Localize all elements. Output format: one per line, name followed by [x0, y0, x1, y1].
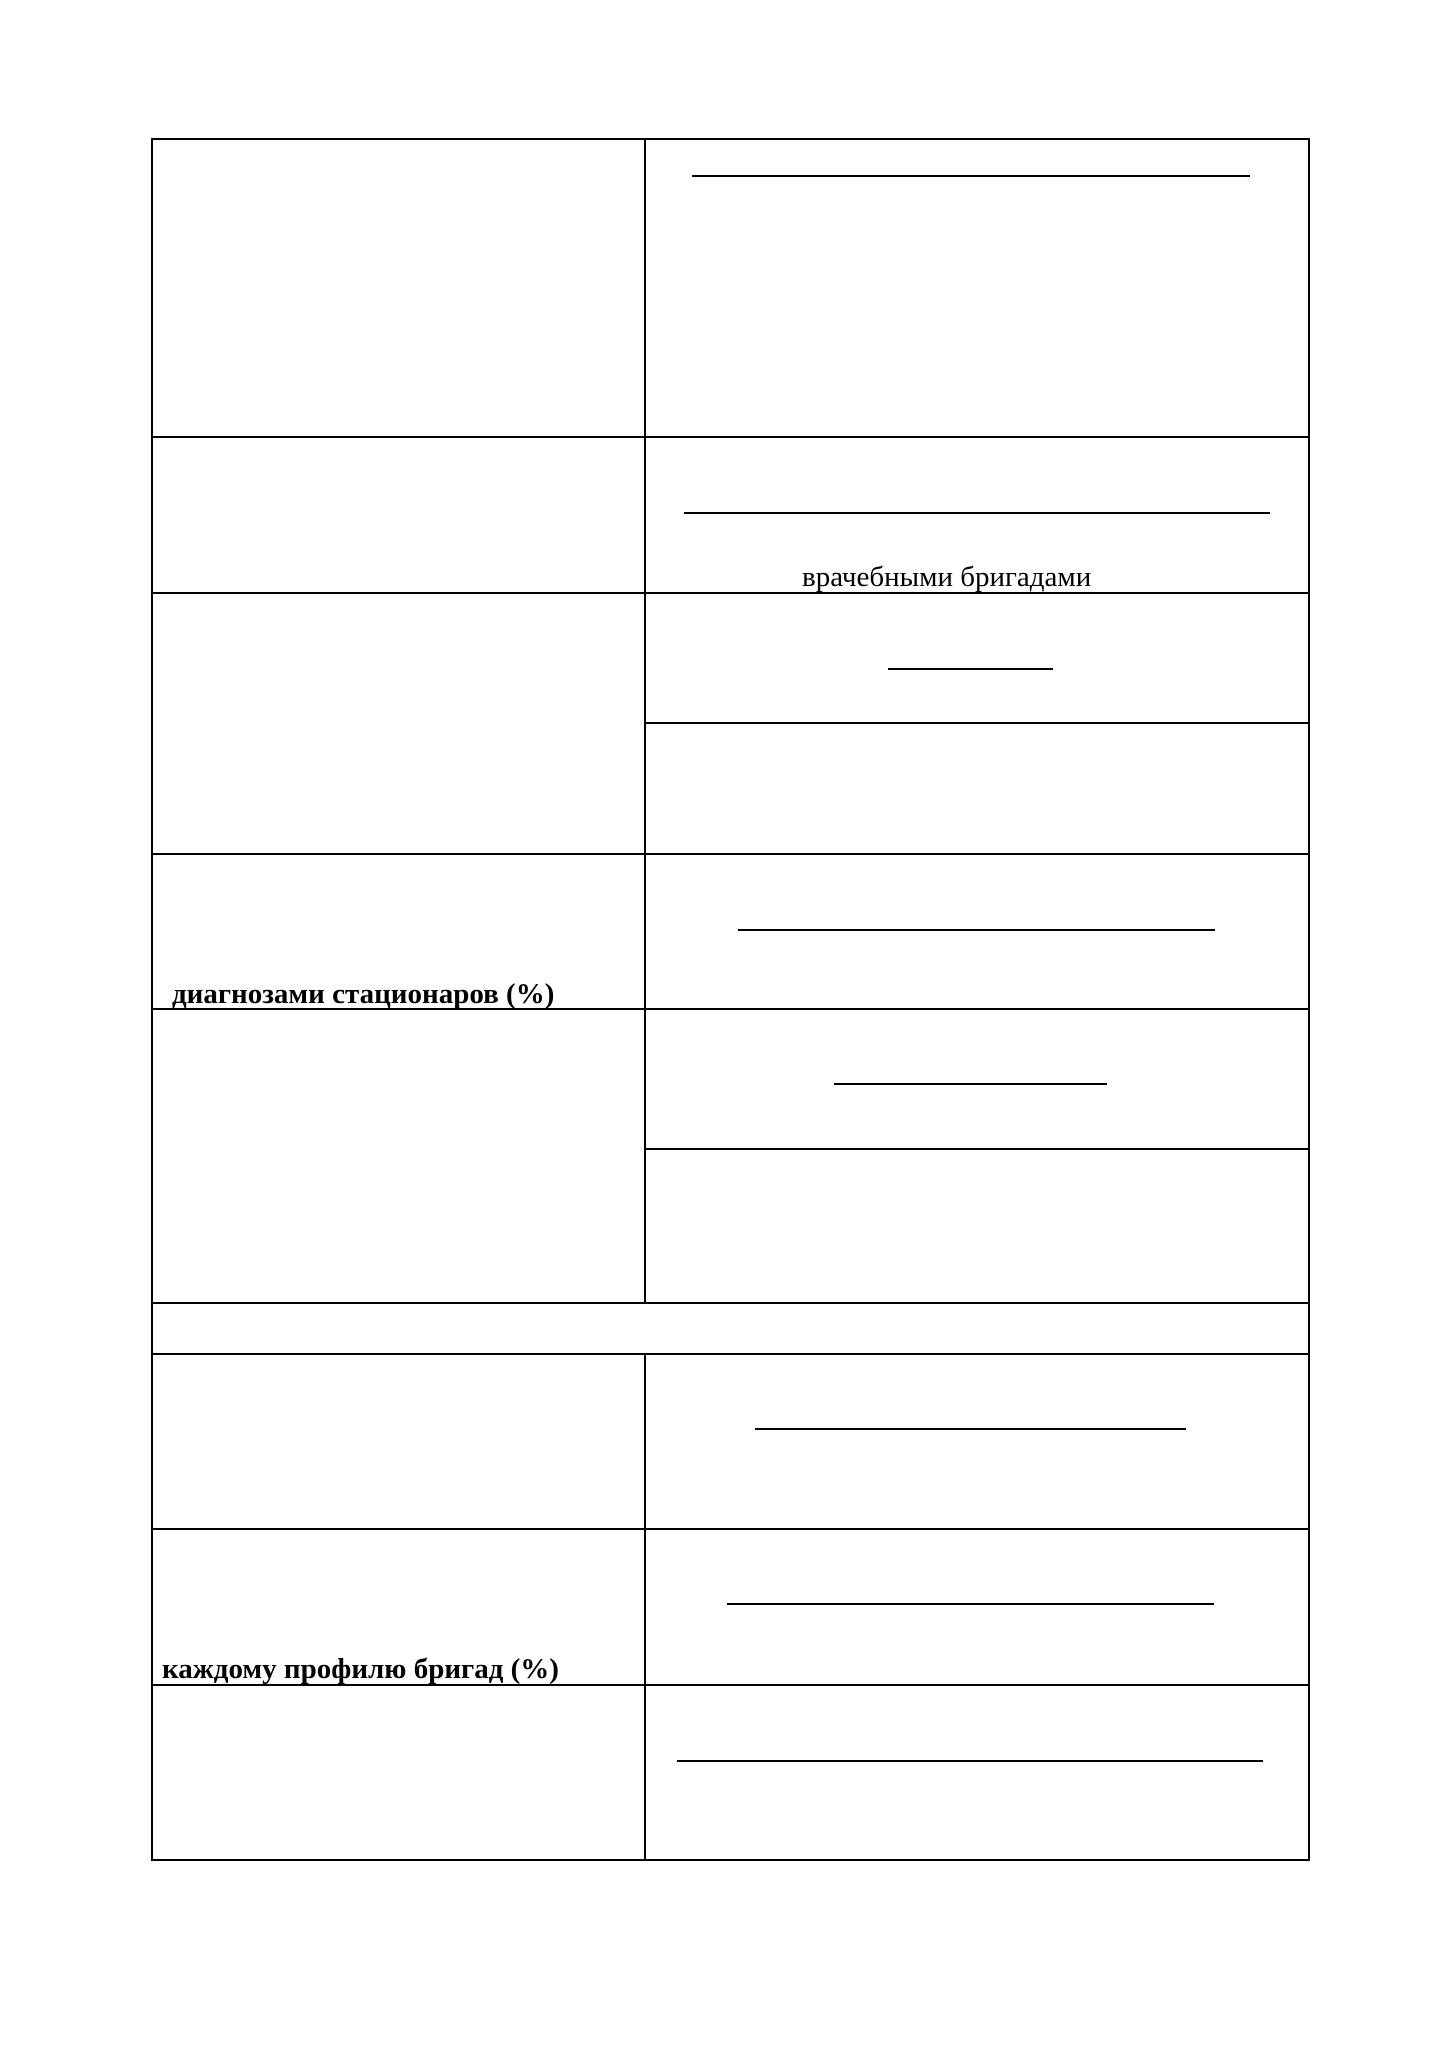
- row-separator: [151, 853, 1309, 855]
- row-2-right-text: врачебными бригадами: [802, 561, 1092, 593]
- row-separator: [151, 1528, 1309, 1530]
- fill-in-blank-line[interactable]: [677, 1760, 1263, 1762]
- table-border-right: [1308, 138, 1310, 1861]
- row-separator: [151, 592, 1309, 594]
- row-4-left-text: диагнозами стационаров (%): [172, 978, 555, 1010]
- row-separator: [151, 1353, 1309, 1355]
- fill-in-blank-line[interactable]: [888, 668, 1053, 670]
- subrow-separator: [645, 1148, 1309, 1150]
- fill-in-blank-line[interactable]: [684, 512, 1270, 514]
- row-separator: [151, 1302, 1309, 1304]
- fill-in-blank-line[interactable]: [738, 929, 1215, 931]
- table-border-top: [151, 138, 1309, 140]
- fill-in-blank-line[interactable]: [755, 1428, 1186, 1430]
- table-column-divider: [644, 1354, 646, 1861]
- fill-in-blank-line[interactable]: [834, 1083, 1107, 1085]
- row-7-left-text: каждому профилю бригад (%): [162, 1653, 559, 1685]
- table-border-left: [151, 138, 153, 1861]
- row-separator: [151, 436, 1309, 438]
- table-column-divider: [644, 138, 646, 1303]
- fill-in-blank-line[interactable]: [692, 175, 1250, 177]
- fill-in-blank-line[interactable]: [727, 1603, 1214, 1605]
- table-border-bottom: [151, 1859, 1309, 1861]
- subrow-separator: [645, 722, 1309, 724]
